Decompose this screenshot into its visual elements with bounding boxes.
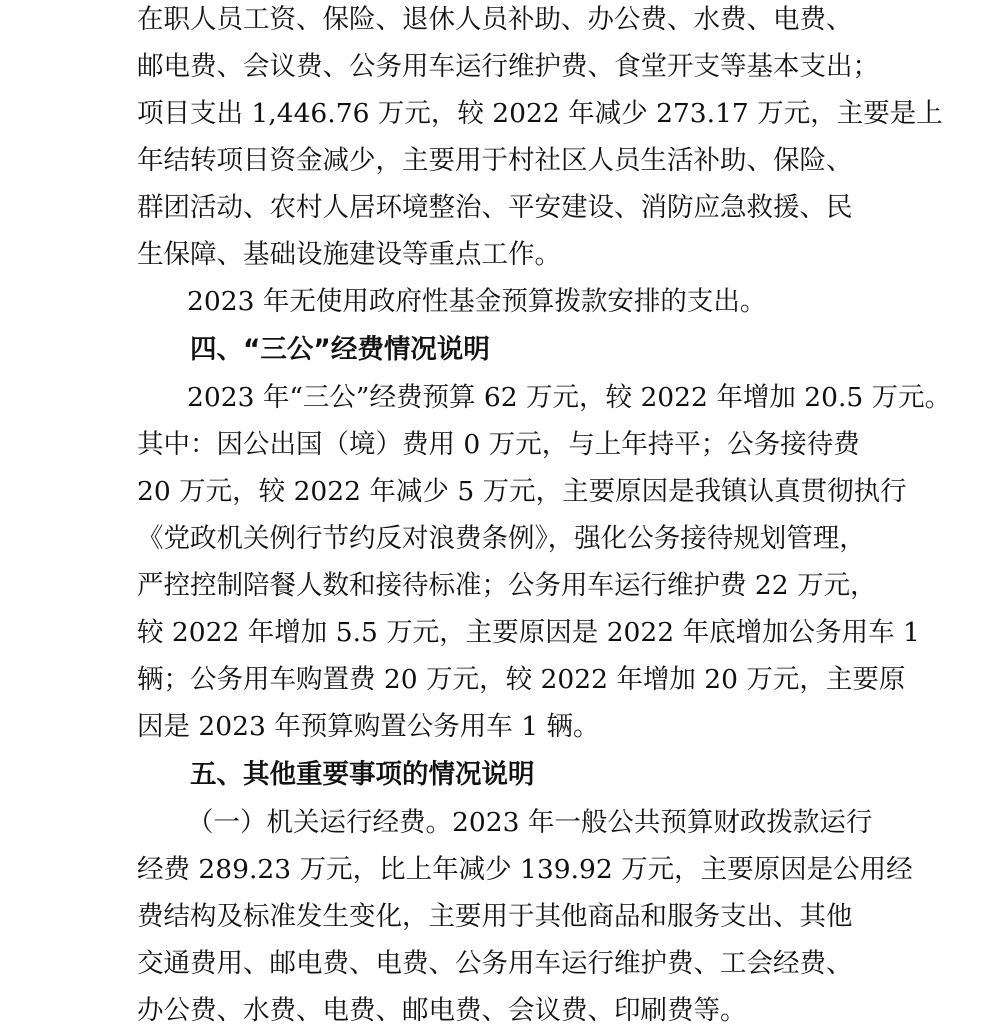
paragraph-line: 辆；公务用车购置费 20 万元，较 2022 年增加 20 万元，主要原 [137, 664, 906, 695]
paragraph-line: 邮电费、会议费、公务用车运行维护费、食堂开支等基本支出； [137, 51, 879, 82]
paragraph-line: 生保障、基础设施建设等重点工作。 [137, 239, 561, 270]
paragraph-line: 其中：因公出国（境）费用 0 万元，与上年持平；公务接待费 [137, 429, 860, 460]
paragraph-line: 《党政机关例行节约反对浪费条例》，强化公务接待规划管理， [137, 523, 866, 554]
paragraph-line: 20 万元，较 2022 年减少 5 万元，主要原因是我镇认真贯彻执行 [137, 476, 907, 507]
paragraph-line: 2023 年“三公”经费预算 62 万元，较 2022 年增加 20.5 万元。 [187, 382, 952, 413]
section-heading: 五、其他重要事项的情况说明 [190, 759, 535, 790]
paragraph-line: 交通费用、邮电费、电费、公务用车运行维护费、工会经费、 [137, 948, 853, 979]
paragraph-line: 群团活动、农村人居环境整治、平安建设、消防应急救援、民 [137, 192, 853, 223]
paragraph-line: 年结转项目资金减少，主要用于村社区人员生活补助、保险、 [137, 145, 853, 176]
paragraph-line: （一）机关运行经费。2023 年一般公共预算财政拨款运行 [187, 807, 873, 838]
paragraph-line: 较 2022 年增加 5.5 万元，主要原因是 2022 年底增加公务用车 1 [137, 617, 920, 648]
paragraph-line: 因是 2023 年预算购置公务用车 1 辆。 [137, 711, 600, 742]
paragraph-line: 严控控制陪餐人数和接待标准；公务用车运行维护费 22 万元， [137, 570, 877, 601]
paragraph-line: 在职人员工资、保险、退休人员补助、办公费、水费、电费、 [137, 4, 853, 35]
paragraph-line: 费结构及标准发生变化，主要用于其他商品和服务支出、其他 [137, 901, 853, 932]
paragraph-line: 经费 289.23 万元，比上年减少 139.92 万元，主要原因是公用经 [137, 854, 913, 885]
paragraph-line: 办公费、水费、电费、邮电费、会议费、印刷费等。 [137, 995, 747, 1026]
paragraph-line: 项目支出 1,446.76 万元，较 2022 年减少 273.17 万元，主要是上 [137, 98, 943, 129]
paragraph-line: 2023 年无使用政府性基金预算拨款安排的支出。 [187, 286, 767, 317]
section-heading: 四、“三公”经费情况说明 [190, 334, 490, 365]
